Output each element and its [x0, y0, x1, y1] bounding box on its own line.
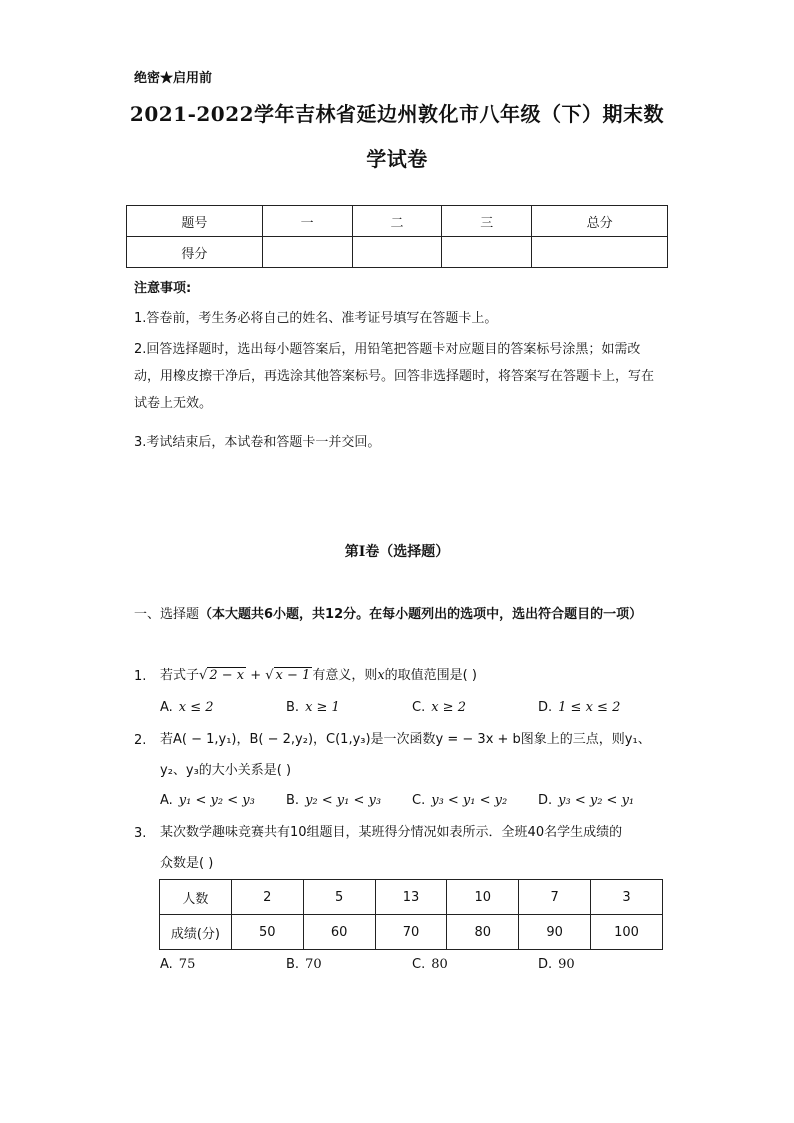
question-number: 1. — [134, 669, 147, 684]
table-cell: 90 — [519, 915, 591, 950]
radical-icon: √ — [265, 668, 274, 683]
option-label: C. — [412, 700, 426, 715]
notes-title: 注意事项: — [134, 281, 192, 296]
question-number: 3. — [134, 826, 147, 841]
option-value: y₂ < y₁ < y₃ — [305, 793, 382, 808]
score-entry-cell[interactable] — [442, 237, 532, 268]
exam-title-line1: 2021-2022学年吉林省延边州敦化市八年级（下）期末数 — [129, 102, 665, 126]
option-c[interactable] — [412, 957, 448, 972]
q1-plus: + — [246, 668, 266, 683]
option-label: B. — [286, 700, 300, 715]
table-cell: 2 — [231, 880, 303, 915]
q1-sqrt1: 2 − x — [209, 668, 245, 683]
table-cell: 3 — [591, 880, 663, 915]
table-cell: 人数 — [160, 880, 232, 915]
score-cell: 二 — [352, 206, 442, 237]
table-cell: 60 — [303, 915, 375, 950]
score-cell: 一 — [262, 206, 352, 237]
score-table — [126, 205, 668, 268]
option-label: C. — [412, 957, 426, 972]
table-cell: 5 — [303, 880, 375, 915]
option-label: B. — [286, 793, 300, 808]
score-cell: 总分 — [532, 206, 668, 237]
option-value: y₃ < y₁ < y₂ — [431, 793, 508, 808]
option-d[interactable] — [538, 793, 634, 808]
option-value: y₁ < y₂ < y₃ — [178, 793, 255, 808]
table-cell: 13 — [375, 880, 447, 915]
option-value: 90 — [558, 957, 575, 972]
table-cell: 80 — [447, 915, 519, 950]
option-d[interactable] — [538, 957, 575, 972]
option-label: D. — [538, 957, 553, 972]
part-heading-rest: （本大题共6小题，共12分。在每小题列出的选项中，选出符合题目的一项） — [199, 607, 643, 622]
option-label: A. — [160, 957, 173, 972]
score-table-row — [127, 206, 668, 237]
option-label: D. — [538, 793, 553, 808]
table-row — [160, 880, 663, 915]
radical-icon: √ — [199, 668, 208, 683]
exam-title-line2: 学试卷 — [366, 147, 428, 171]
secret-label: 绝密★启用前 — [134, 71, 213, 86]
score-cell: 三 — [442, 206, 532, 237]
part-heading-prefix: 一、选择题 — [134, 607, 200, 622]
question-text-cont: y₂、y₃的大小关系是( ) — [160, 763, 292, 778]
option-value: 75 — [178, 957, 196, 972]
option-c[interactable] — [412, 793, 507, 808]
q1-text-after-b: 的取值范围是( ) — [384, 668, 477, 683]
section-title: 第Ⅰ卷（选择题） — [344, 544, 450, 560]
option-a[interactable] — [160, 793, 255, 808]
option-value: y₃ < y₂ < y₁ — [558, 793, 635, 808]
score-cell: 得分 — [127, 237, 263, 268]
score-entry-cell[interactable] — [262, 237, 352, 268]
table-cell: 50 — [231, 915, 303, 950]
table-cell: 10 — [447, 880, 519, 915]
question-text-cont: 众数是( ) — [160, 856, 214, 871]
option-value: x ≤ 2 — [178, 700, 214, 715]
score-entry-cell[interactable] — [352, 237, 442, 268]
table-cell: 100 — [591, 915, 663, 950]
note-item: 2.回答选择题时，选出每小题答案后，用铅笔把答题卡对应题目的答案标号涂黑；如需改动，用橡皮擦干净后，再选涂其他答案标号。回答非选择题时，将答案写在答题卡上，写在试卷上无效。 — [134, 342, 655, 411]
q1-text-before: 若式子 — [160, 668, 200, 683]
option-label: C. — [412, 793, 426, 808]
note-item: 3.考试结束后，本试卷和答题卡一并交回。 — [134, 435, 381, 450]
option-value: 1 ≤ x ≤ 2 — [558, 700, 621, 715]
table-cell: 70 — [375, 915, 447, 950]
option-label: A. — [160, 793, 173, 808]
question-text: 某次数学趣味竞赛共有10组题目，某班得分情况如表所示．全班40名学生成绩的 — [160, 825, 623, 840]
table-cell: 7 — [519, 880, 591, 915]
option-label: D. — [538, 700, 553, 715]
option-value: x ≥ 2 — [431, 700, 466, 715]
q1-text-after-a: 有意义，则 — [312, 668, 378, 683]
note-item: 1.答卷前，考生务必将自己的姓名、准考证号填写在答题卡上。 — [134, 311, 498, 326]
table-row — [160, 915, 663, 950]
score-entry-cell[interactable] — [532, 237, 668, 268]
option-a[interactable] — [160, 700, 214, 715]
option-b[interactable] — [286, 957, 322, 972]
score-distribution-table — [159, 879, 663, 950]
option-value: 80 — [431, 957, 448, 972]
option-label: A. — [160, 700, 173, 715]
option-b[interactable] — [286, 700, 340, 715]
score-cell: 题号 — [127, 206, 263, 237]
option-value: x ≥ 1 — [305, 700, 340, 715]
option-a[interactable] — [160, 957, 195, 972]
option-b[interactable] — [286, 793, 381, 808]
question-text — [160, 662, 664, 689]
option-value: 70 — [305, 957, 322, 972]
question-text: 若A( − 1,y₁)，B( − 2,y₂)，C(1,y₃)是一次函数y = − 3x + b图象上的三点，则y₁、 — [160, 732, 651, 747]
question-number: 2. — [134, 733, 147, 748]
q1-var: x — [377, 668, 385, 683]
score-table-row — [127, 237, 668, 268]
q1-sqrt2: x − 1 — [275, 668, 311, 683]
table-cell: 成绩(分) — [160, 915, 232, 950]
option-d[interactable] — [538, 700, 620, 715]
option-c[interactable] — [412, 700, 466, 715]
part-heading — [134, 601, 664, 628]
option-label: B. — [286, 957, 300, 972]
